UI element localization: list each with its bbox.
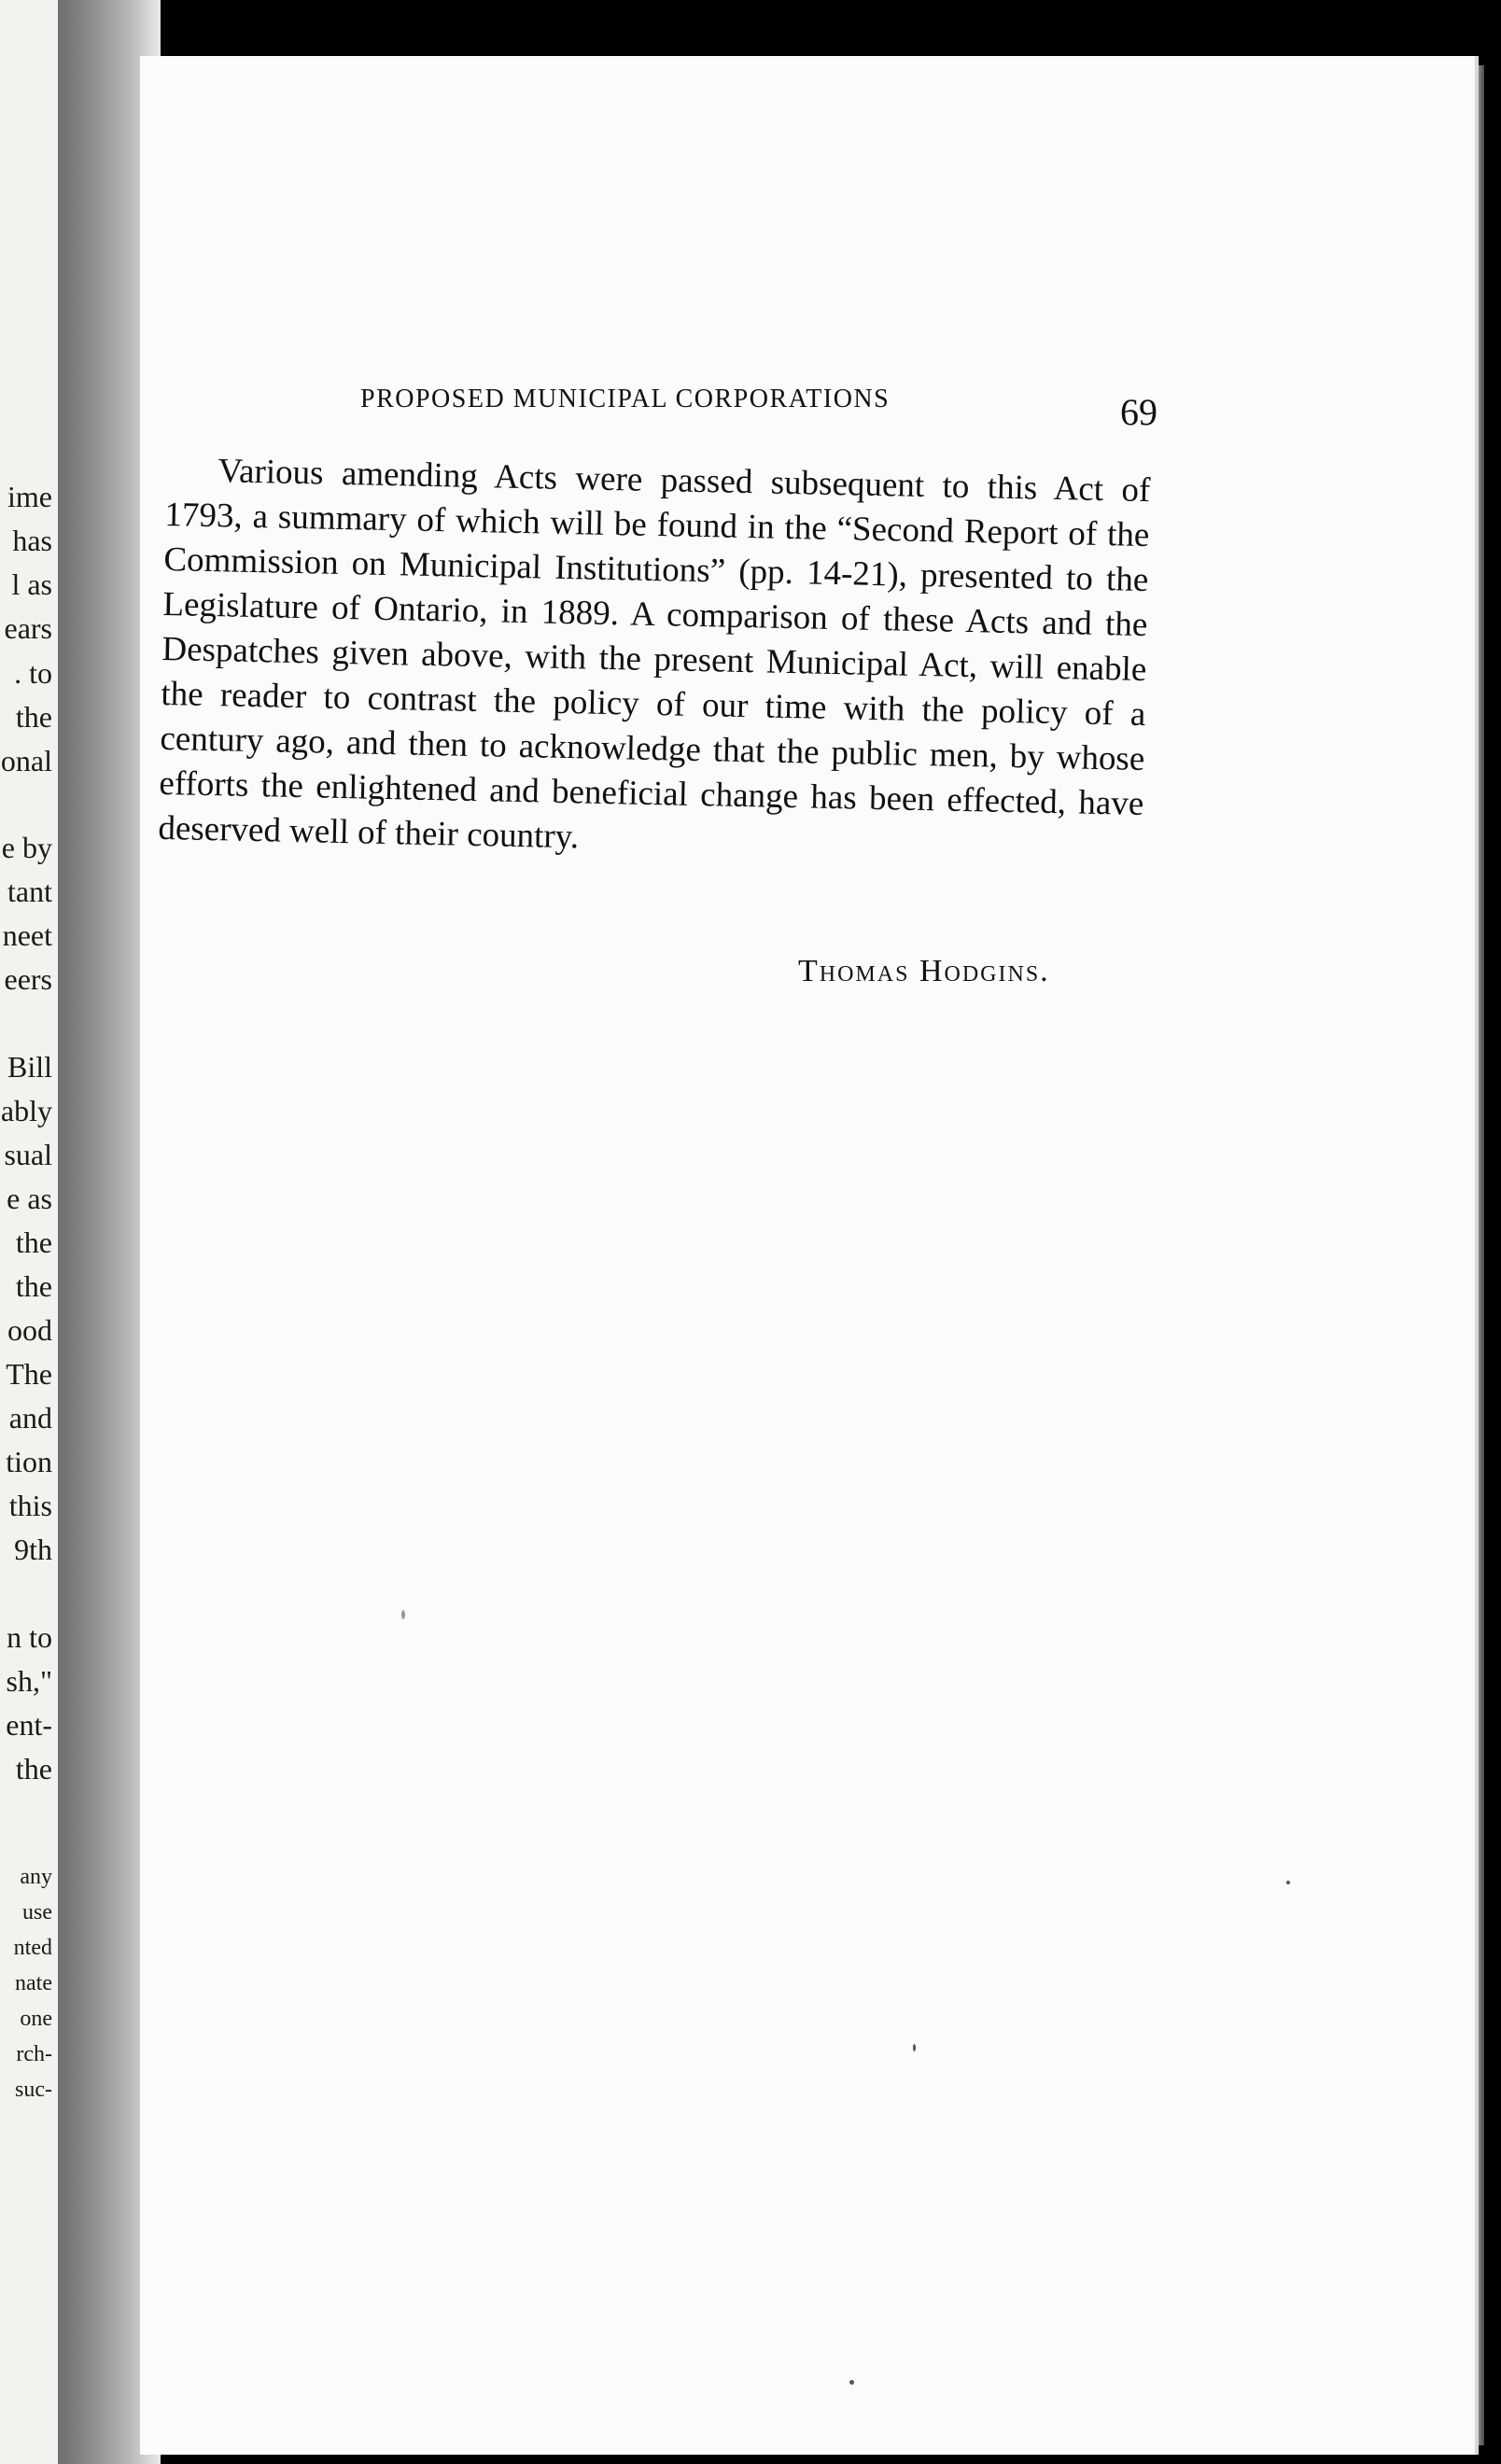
- facing-page-fragment: The: [6, 1357, 52, 1391]
- author-signature: Thomas Hodgins.: [798, 954, 1050, 988]
- facing-page-fragment: tion: [6, 1445, 52, 1478]
- facing-page-fragment: has: [12, 524, 52, 557]
- facing-page-fragment: ent-: [6, 1708, 52, 1742]
- scan-speck: [401, 1610, 405, 1619]
- facing-page-fragment: l as: [11, 567, 52, 601]
- facing-page-fragment: ood: [7, 1313, 52, 1347]
- facing-page-fragment: any: [20, 1865, 52, 1889]
- facing-page-fragment: use: [22, 1900, 52, 1925]
- facing-page-fragment: ears: [4, 611, 52, 645]
- facing-page-fragment: sual: [4, 1138, 52, 1171]
- facing-page-fragment: eers: [4, 962, 52, 996]
- facing-page-fragment: e as: [7, 1182, 52, 1215]
- facing-page-fragment: this: [8, 1489, 52, 1522]
- scan-speck: [849, 2380, 854, 2385]
- page-number: 69: [1120, 391, 1157, 433]
- facing-page-fragment: ime: [7, 480, 52, 513]
- facing-page-fragment: 9th: [14, 1533, 52, 1566]
- facing-page-fragment: nted: [13, 1936, 52, 1960]
- facing-page-fragment: n to: [7, 1620, 52, 1654]
- facing-page-fragment: onal: [0, 744, 52, 777]
- facing-page-fragment: suc-: [15, 2078, 52, 2102]
- facing-page-fragment: ably: [0, 1094, 52, 1127]
- facing-page-fragment: the: [15, 1752, 52, 1785]
- facing-page-fragment: and: [8, 1401, 52, 1435]
- running-head: PROPOSED MUNICIPAL CORPORATIONS: [360, 385, 891, 413]
- facing-page-fragment: tant: [7, 875, 52, 908]
- facing-page-fragment: the: [15, 1225, 52, 1259]
- facing-page: [0, 0, 58, 2464]
- facing-page-fragment: rch-: [16, 2042, 52, 2066]
- facing-page-fragment: the: [15, 1269, 52, 1303]
- facing-page-fragment: Bill: [7, 1050, 52, 1084]
- scan-speck: [1286, 1881, 1290, 1884]
- facing-page-fragment: the: [15, 700, 52, 734]
- book-page: [140, 56, 1479, 2455]
- scan-speck: [913, 2044, 916, 2051]
- facing-page-fragment: sh,": [6, 1664, 52, 1698]
- facing-page-fragment: . to: [14, 656, 52, 690]
- body-paragraph: Various amending Acts were passed subsequent to this Act of 1793, a summary of which will be found in the “Second Report of the Commission on Municipal Institutions” (pp. 14-21), presented to the Legislature of Ontario, in 1889. A comparison of these Acts and the Despatches given above, with the present Municipal Act, will enable the reader to contrast the policy of our time with the policy of a century ago, and then to acknowledge that the public men, by whose efforts the enlightened and beneficial change has been effected, have deserved well of their country.: [158, 452, 1151, 857]
- facing-page-fragment: one: [20, 2007, 52, 2031]
- facing-page-fragment: neet: [2, 918, 52, 952]
- facing-page-fragment: e by: [1, 831, 52, 864]
- facing-page-fragment: nate: [15, 1971, 52, 1995]
